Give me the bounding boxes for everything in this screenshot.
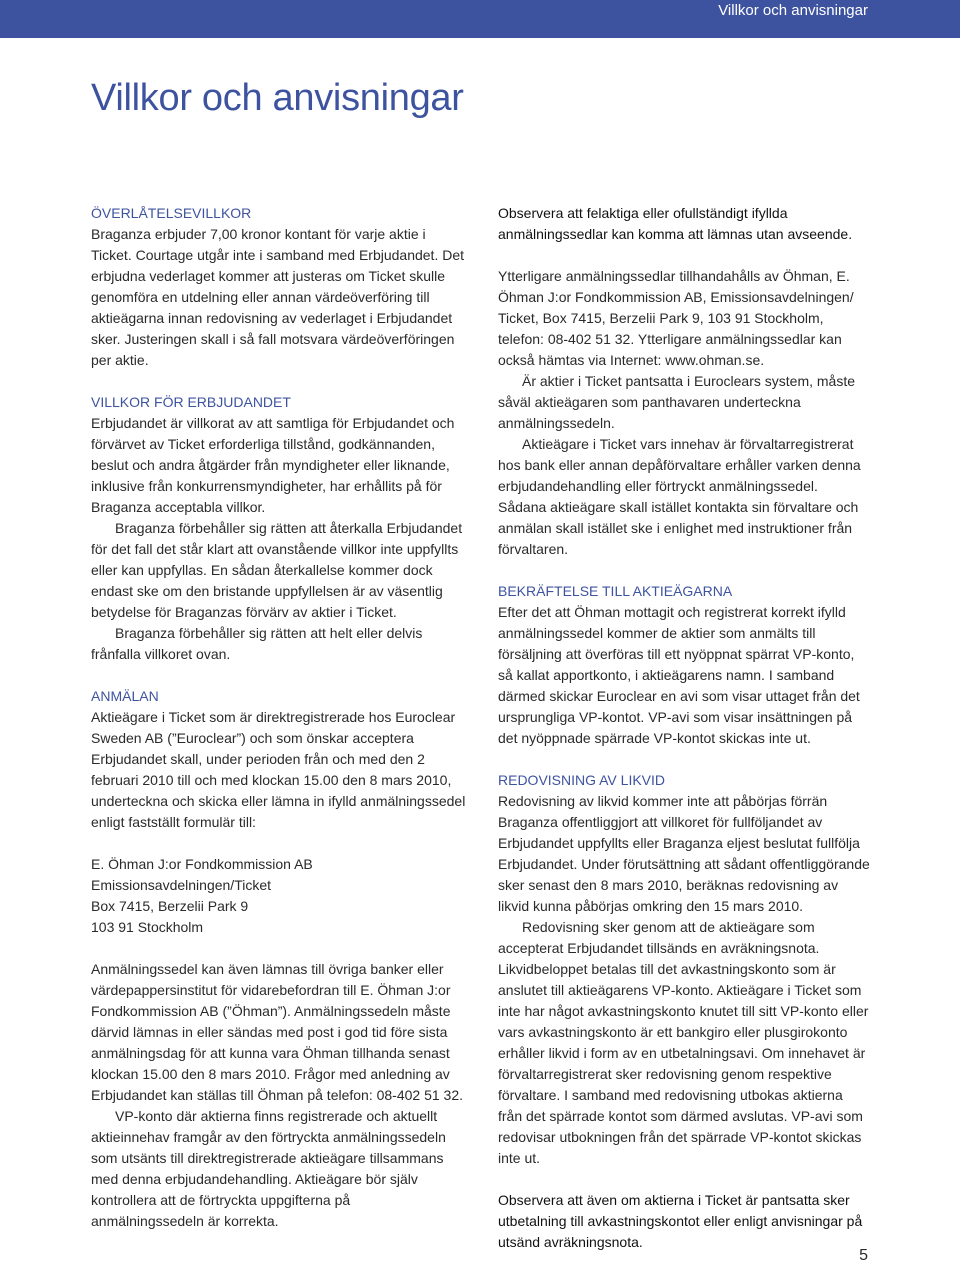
paragraph: Braganza förbehåller sig rätten att helt eller delvis frånfalla villkoret ovan. [91,625,423,662]
section-heading-transfer-terms: ÖVERLÅTELSEVILLKOR [91,205,252,221]
section-heading-settlement: REDOVISNING AV LIKVID [498,772,666,788]
section-heading-application: ANMÄLAN [91,688,159,704]
address-line: Emissionsavdelningen/Ticket [91,877,272,893]
paragraph: Aktieägare i Ticket som är direktregistrerade hos Euroclear Sweden AB (”Euroclear”) och som önskar acceptera Erbjudandet skall, under perioden från och med den 2 februari 2010 till och med klockan 15.00 den 8 mars 2010, underteckna och skicka eller lämna in ifylld anmälningssedel enligt fastställt formulär till: [91,709,466,830]
address-line: 103 91 Stockholm [91,919,204,935]
paragraph: Efter det att Öhman mottagit och registrerat korrekt ifylld anmälningssedel kommer de aktier som anmälts till försäljning att överföras till ett nyöppnat spärrat VP-konto, så kallat apportkonto, i aktieägarens namn. I samband därmed skickar Euroclear en avi som visar uttaget från det ursprungliga VP-kontot. VP-avi som visar insättningen på det nyöppnade spärrade VP-kontot skickas inte ut. [498,604,860,746]
running-title: Villkor och anvisningar [718,2,868,19]
paragraph: Braganza förbehåller sig rätten att återkalla Erbjudandet för det fall det står klart att ovanstående villkor inte uppfyllts eller kan uppfyllas. En sådan återkallelse kommer dock endast ske om den bristande uppfyllelsen är av väsentlig betydelse för Braganzas förvärv av aktier i Ticket. [91,520,463,620]
paragraph: Redovisning sker genom att de aktieägare som accepterat Erbjudandet tillsänds en avräkningsnota. Likvidbeloppet betalas till det avkastningskonto som är anslutet till aktieägarens VP-konto. Aktieägare i Ticket som inte har något avkastningskonto knutet till sitt VP-konto eller vars avkastningskonto är ett bankgiro eller plusgirokonto erhåller likvid i form av en utbetalningsavi. Om innehavet är förvaltarregistrerat sker redovisning genom respektive förvaltare. I samband med redovisning utbokas aktierna från det spärrade kontot som därmed avslutas. VP-avi som redovisar utbokningen från det spärrade VP-kontot skickas inte ut. [498,919,869,1166]
paragraph: Anmälningssedel kan även lämnas till övriga banker eller värdepappersinstitut för vidarebefordran till E. Öhman J:or Fondkommission AB (”Öhman”). Anmälningssedeln måste därvid lämnas in eller sändas med post i god tid före sista anmälningsdag för att kunna vara Öhman tillhanda senast klockan 15.00 den 8 mars 2010. Frågor med anledning av Erbjudandet kan ställas till Öhman på telefon: 08-402 51 32. [91,961,464,1103]
notice-incomplete-forms: Observera att felaktiga eller ofullständigt ifyllda anmälningssedlar kan komma att lämnas utan avseende. [498,205,853,242]
paragraph: Ytterligare anmälningssedlar tillhandahålls av Öhman, E. Öhman J:or Fondkommission AB, Emissionsavdelningen/ Ticket, Box 7415, Berzelii Park 9, 103 91 Stockholm, telefon: 08-402 51 32. Ytterligare anmälningssedlar kan också hämtas via Internet: www.ohman.se. [498,268,854,368]
paragraph: Braganza erbjuder 7,00 kronor kontant för varje aktie i Ticket. Courtage utgår inte i samband med Erbjudandet. Det erbjudna vederlaget kommer att justeras om Ticket skulle genomföra en utdelning eller annan värdeöverföring till aktieägarna innan redovisning av vederlaget i Erbjudandet sker. Justeringen skall i så fall motsvara värdeöverföringen per aktie. [91,226,465,368]
address-line: Box 7415, Berzelii Park 9 [91,898,249,914]
section-heading-offer-conditions: VILLKOR FÖR ERBJUDANDET [91,394,291,410]
section-heading-confirmation: BEKRÄFTELSE TILL AKTIEÄGARNA [498,583,733,599]
address-line: E. Öhman J:or Fondkommission AB [91,856,313,872]
notice-pledged-shares: Observera att även om aktierna i Ticket är pantsatta sker utbetalning till avkastningskontot eller enligt anvisningar på utsänd avräkningsnota. [498,1192,863,1250]
paragraph: Är aktier i Ticket pantsatta i Euroclears system, måste såväl aktieägaren som panthavaren underteckna anmälningssedeln. [498,373,856,431]
header-bar [0,0,960,38]
paragraph: VP-konto där aktierna finns registrerade och aktuellt aktieinnehav framgår av den förtryckta anmälningssedeln som utsänts till direktregistrerade aktieägare tillsammans med denna erbjudandehandling. Aktieägare bör själv kontrollera att de förtryckta uppgifterna på anmälningssedeln är korrekta. [91,1108,446,1229]
right-column [498,203,870,1253]
page-number: 5 [859,1247,868,1264]
paragraph: Redovisning av likvid kommer inte att påbörjas förrän Braganza offentliggjort att villkoret för fullföljandet av Erbjudandet uppfyllts eller Braganza eljest beslutat fullfölja Erbjudandet. Under förutsättning att sådant offentliggörande sker senast den 8 mars 2010, beräknas redovisning av likvid kunna påbörjas omkring den 15 mars 2010. [498,793,870,914]
page-title: Villkor och anvisningar [91,77,464,119]
paragraph: Aktieägare i Ticket vars innehav är förvaltarregistrerat hos bank eller annan depåförvaltare erhåller varken denna erbjudandehandling eller förtryckt anmälningssedel. Sådana aktieägare skall istället kontakta sin förvaltare och anmälan skall istället ske i enlighet med instruktioner från förvaltaren. [498,436,861,557]
left-column [91,203,466,1232]
paragraph: Erbjudandet är villkorat av att samtliga för Erbjudandet och förvärvet av Ticket erforderliga tillstånd, godkännanden, beslut och andra åtgärder från myndigheter eller liknande, inklusive från konkurrensmyndigheter, har erhållits på för Braganza acceptabla villkor. [91,415,455,515]
